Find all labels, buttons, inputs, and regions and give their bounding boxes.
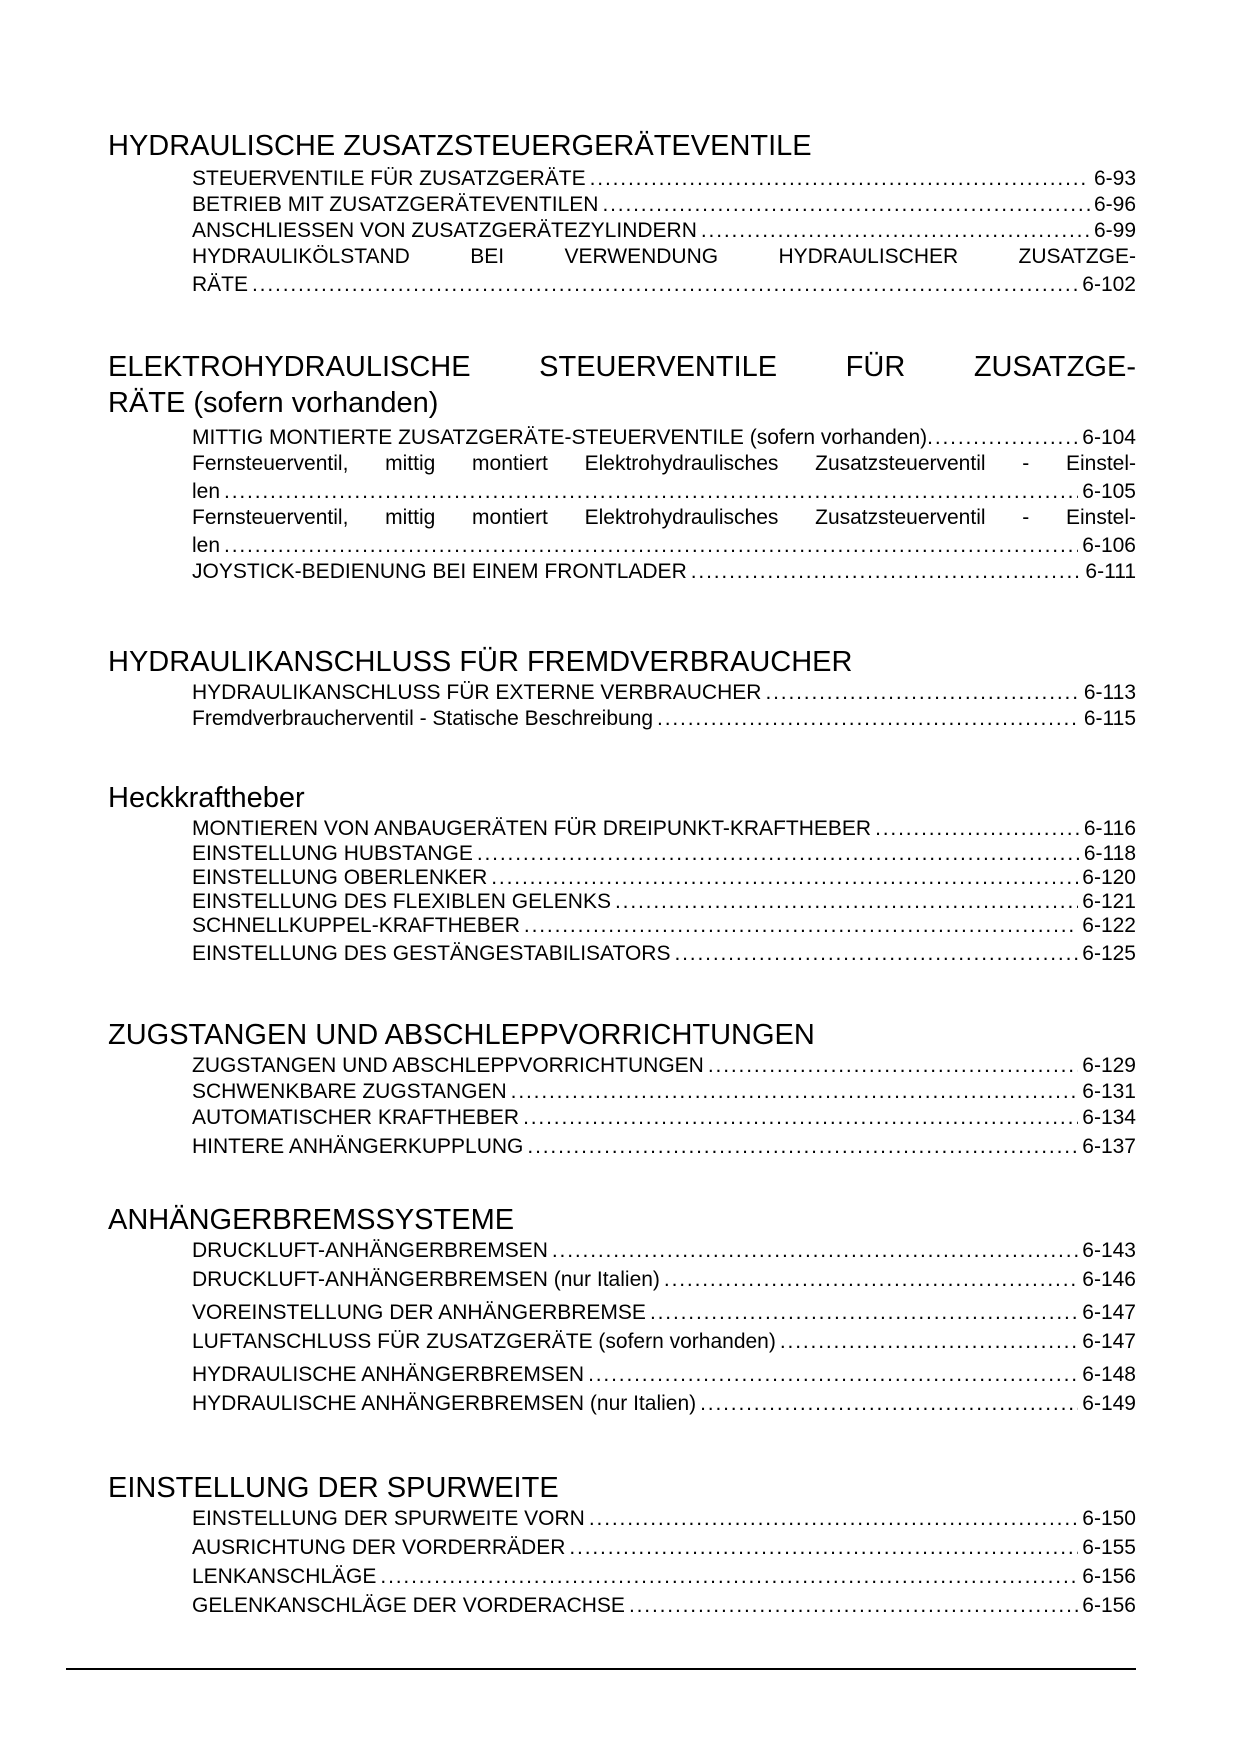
toc-entry[interactable] [192, 1564, 1136, 1590]
section-title: EINSTELLUNG DER SPURWEITE [108, 1472, 559, 1504]
leader-dots [252, 272, 1078, 298]
toc-entry[interactable] [192, 866, 1136, 890]
toc-entry[interactable] [192, 1267, 1136, 1293]
footer-rule [66, 1668, 1136, 1670]
leader-dots [629, 1593, 1078, 1619]
section-title [108, 349, 1136, 385]
entry-title: HYDRAULISCHE ANHÄNGERBREMSEN (nur Italien) [192, 1392, 697, 1415]
leader-dots [780, 1329, 1078, 1355]
entry-title: MONTIEREN VON ANBAUGERÄTEN FÜR DREIPUNKT-KRAFTHEBER [192, 817, 872, 840]
entry-title: RÄTE [192, 273, 249, 296]
toc-entry[interactable] [192, 706, 1136, 732]
entry-page: 6-113 [1083, 681, 1136, 704]
leader-dots [527, 1134, 1078, 1160]
entry-page: 6-131 [1082, 1080, 1136, 1103]
toc-entry[interactable] [192, 166, 1136, 192]
entry-title: SCHWENKBARE ZUGSTANGEN [192, 1080, 507, 1103]
leader-dots [602, 192, 1090, 218]
toc-entry[interactable] [192, 941, 1136, 967]
toc-entry[interactable] [192, 1506, 1136, 1532]
toc-entry[interactable] [192, 1105, 1136, 1131]
entry-title: EINSTELLUNG DES GESTÄNGESTABILISATORS [192, 942, 671, 965]
toc-entry[interactable] [192, 1535, 1136, 1561]
entry-title: Fremdverbraucherventil - Statische Beschreibung [192, 707, 654, 730]
toc-entry[interactable] [192, 914, 1136, 938]
leader-dots [590, 166, 1090, 192]
entry-page: 6-156 [1082, 1565, 1136, 1588]
toc-entry[interactable] [192, 218, 1136, 244]
entry-page: 6-150 [1082, 1507, 1136, 1530]
entry-title: AUSRICHTUNG DER VORDERRÄDER [192, 1536, 566, 1559]
entry-page: 6-102 [1082, 273, 1136, 296]
leader-dots [523, 1105, 1078, 1131]
section-title: ANHÄNGERBREMSSYSTEME [108, 1204, 515, 1236]
entry-page: 6-96 [1093, 193, 1136, 216]
leader-dots [701, 218, 1090, 244]
entry-page: 6-149 [1082, 1392, 1136, 1415]
toc-entry[interactable] [192, 1300, 1136, 1326]
entry-page: 6-147 [1082, 1330, 1136, 1353]
entry-page: 6-147 [1082, 1301, 1136, 1324]
section-title: HYDRAULIKANSCHLUSS FÜR FREMDVERBRAUCHER [108, 646, 853, 678]
entry-title: EINSTELLUNG DES FLEXIBLEN GELENKS [192, 890, 611, 913]
entry-title: BETRIEB MIT ZUSATZGERÄTEVENTILEN [192, 193, 599, 216]
leader-dots [650, 1300, 1078, 1326]
leader-dots [224, 533, 1078, 559]
leader-dots [674, 941, 1078, 967]
toc-entry[interactable] [192, 1053, 1136, 1079]
entry-page: 6-120 [1082, 866, 1136, 889]
toc-entry[interactable] [192, 816, 1136, 842]
entry-title: SCHNELLKUPPEL-KRAFTHEBER [192, 914, 520, 937]
toc-section [108, 128, 1136, 298]
entry-page: 6-115 [1083, 707, 1136, 730]
entry-page: 6-125 [1082, 942, 1136, 965]
entry-title: ANSCHLIESSEN VON ZUSATZGERÄTEZYLINDERN [192, 219, 697, 242]
entry-title: ZUGSTANGEN UND ABSCHLEPPVORRICHTUNGEN [192, 1054, 704, 1077]
entry-title: AUTOMATISCHER KRAFTHEBER [192, 1106, 520, 1129]
entry-title: VOREINSTELLUNG DER ANHÄNGERBREMSE [192, 1301, 646, 1324]
entry-title: LUFTANSCHLUSS FÜR ZUSATZGERÄTE (sofern vorhanden) [192, 1330, 776, 1353]
entry-title: Fernsteuerventil, mittig montiert Elektrohydraulisches Zusatzsteuerventil - Einstel- [192, 452, 1136, 475]
entry-title: EINSTELLUNG DER SPURWEITE VORN [192, 1507, 585, 1530]
leader-dots [875, 816, 1080, 842]
toc-entry-line1[interactable] [192, 451, 1136, 479]
toc-entry[interactable] [192, 1391, 1136, 1417]
entry-title: DRUCKLUFT-ANHÄNGERBREMSEN (nur Italien) [192, 1268, 660, 1291]
entry-page: 6-111 [1085, 560, 1136, 583]
leader-dots [477, 842, 1080, 866]
toc-entry[interactable] [192, 842, 1136, 866]
toc-entry[interactable] [192, 1238, 1136, 1264]
entry-page: 6-155 [1082, 1536, 1136, 1559]
toc-entry[interactable] [192, 1079, 1136, 1105]
leader-dots [664, 1267, 1078, 1293]
leader-dots [657, 706, 1080, 732]
section-title: HYDRAULISCHE ZUSATZSTEUERGERÄTEVENTILE [108, 130, 812, 162]
entry-page: 6-99 [1093, 219, 1136, 242]
section-title-line2: RÄTE (sofern vorhanden) [108, 387, 439, 419]
entry-page: 6-105 [1082, 480, 1136, 503]
entry-title: LENKANSCHLÄGE [192, 1565, 377, 1588]
entry-page: 6-137 [1082, 1135, 1136, 1158]
entry-title: HYDRAULIKANSCHLUSS FÜR EXTERNE VERBRAUCHER [192, 681, 762, 704]
leader-dots [588, 1362, 1078, 1388]
leader-dots [491, 866, 1078, 890]
entry-page: 6-104 [1082, 426, 1136, 449]
toc-entry[interactable] [192, 1362, 1136, 1388]
toc-section [108, 1202, 1136, 1417]
leader-dots [615, 890, 1078, 914]
entry-page: 6-148 [1082, 1363, 1136, 1386]
entry-title: len [192, 480, 221, 503]
entry-title: len [192, 534, 221, 557]
leader-dots [691, 559, 1082, 585]
toc-entry-line2[interactable] [192, 533, 1136, 559]
entry-title: EINSTELLUNG HUBSTANGE [192, 842, 473, 865]
leader-dots [524, 914, 1078, 938]
leader-dots [224, 479, 1078, 505]
leader-dots [700, 1391, 1078, 1417]
entry-page: 6-129 [1082, 1054, 1136, 1077]
entry-title: HYDRAULIKÖLSTAND BEI VERWENDUNG HYDRAULISCHER ZUSATZGE- [192, 245, 1136, 268]
toc-entry[interactable] [192, 1593, 1136, 1619]
entry-title: Fernsteuerventil, mittig montiert Elektrohydraulisches Zusatzsteuerventil - Einstel- [192, 506, 1136, 529]
entry-page: 6-146 [1082, 1268, 1136, 1291]
entry-page: 6-143 [1082, 1239, 1136, 1262]
toc-section [108, 780, 1136, 967]
leader-dots [927, 425, 1082, 451]
entry-title: HINTERE ANHÄNGERKUPPLUNG [192, 1135, 524, 1158]
toc-section [108, 1017, 1136, 1160]
toc-entry[interactable] [192, 680, 1136, 706]
entry-title: MITTIG MONTIERTE ZUSATZGERÄTE-STEUERVENTILE (sofern vorhanden) [192, 426, 928, 449]
toc-section [108, 644, 1136, 732]
entry-title: EINSTELLUNG OBERLENKER [192, 866, 488, 889]
leader-dots [765, 680, 1079, 706]
toc-section [108, 349, 1136, 585]
leader-dots [708, 1053, 1078, 1079]
entry-page: 6-116 [1083, 817, 1136, 840]
toc-entry-line2[interactable] [192, 479, 1136, 505]
leader-dots [569, 1535, 1078, 1561]
leader-dots [380, 1564, 1078, 1590]
leader-dots [552, 1238, 1078, 1264]
leader-dots [589, 1506, 1078, 1532]
entry-page: 6-121 [1082, 890, 1136, 913]
leader-dots [511, 1079, 1079, 1105]
entry-page: 6-118 [1083, 842, 1136, 865]
toc-entry[interactable] [192, 1329, 1136, 1355]
entry-page: 6-134 [1082, 1106, 1136, 1129]
toc-section [108, 1470, 1136, 1619]
section-title: Heckkraftheber [108, 782, 305, 814]
entry-page: 6-106 [1082, 534, 1136, 557]
toc-entry[interactable] [192, 890, 1136, 914]
entry-title: DRUCKLUFT-ANHÄNGERBREMSEN [192, 1239, 548, 1262]
entry-title: GELENKANSCHLÄGE DER VORDERACHSE [192, 1594, 625, 1617]
toc-entry-line2[interactable] [192, 272, 1136, 298]
section-title: ZUGSTANGEN UND ABSCHLEPPVORRICHTUNGEN [108, 1019, 815, 1051]
entry-page: 6-93 [1093, 167, 1136, 190]
toc-entry[interactable] [192, 192, 1136, 218]
toc-entry[interactable] [192, 1134, 1136, 1160]
toc-entry-line1[interactable] [192, 505, 1136, 533]
entry-title: HYDRAULISCHE ANHÄNGERBREMSEN [192, 1363, 585, 1386]
entry-title: STEUERVENTILE FÜR ZUSATZGERÄTE [192, 167, 586, 190]
toc-entry[interactable] [192, 559, 1136, 585]
toc-entry-line1[interactable] [192, 244, 1136, 272]
section-title-line1: ELEKTROHYDRAULISCHE STEUERVENTILE FÜR ZUSATZGE- [108, 351, 1136, 383]
entry-page: 6-156 [1082, 1594, 1136, 1617]
entry-title: JOYSTICK-BEDIENUNG BEI EINEM FRONTLADER [192, 560, 687, 583]
toc-entry[interactable] [192, 425, 1136, 451]
entry-page: 6-122 [1082, 914, 1136, 937]
